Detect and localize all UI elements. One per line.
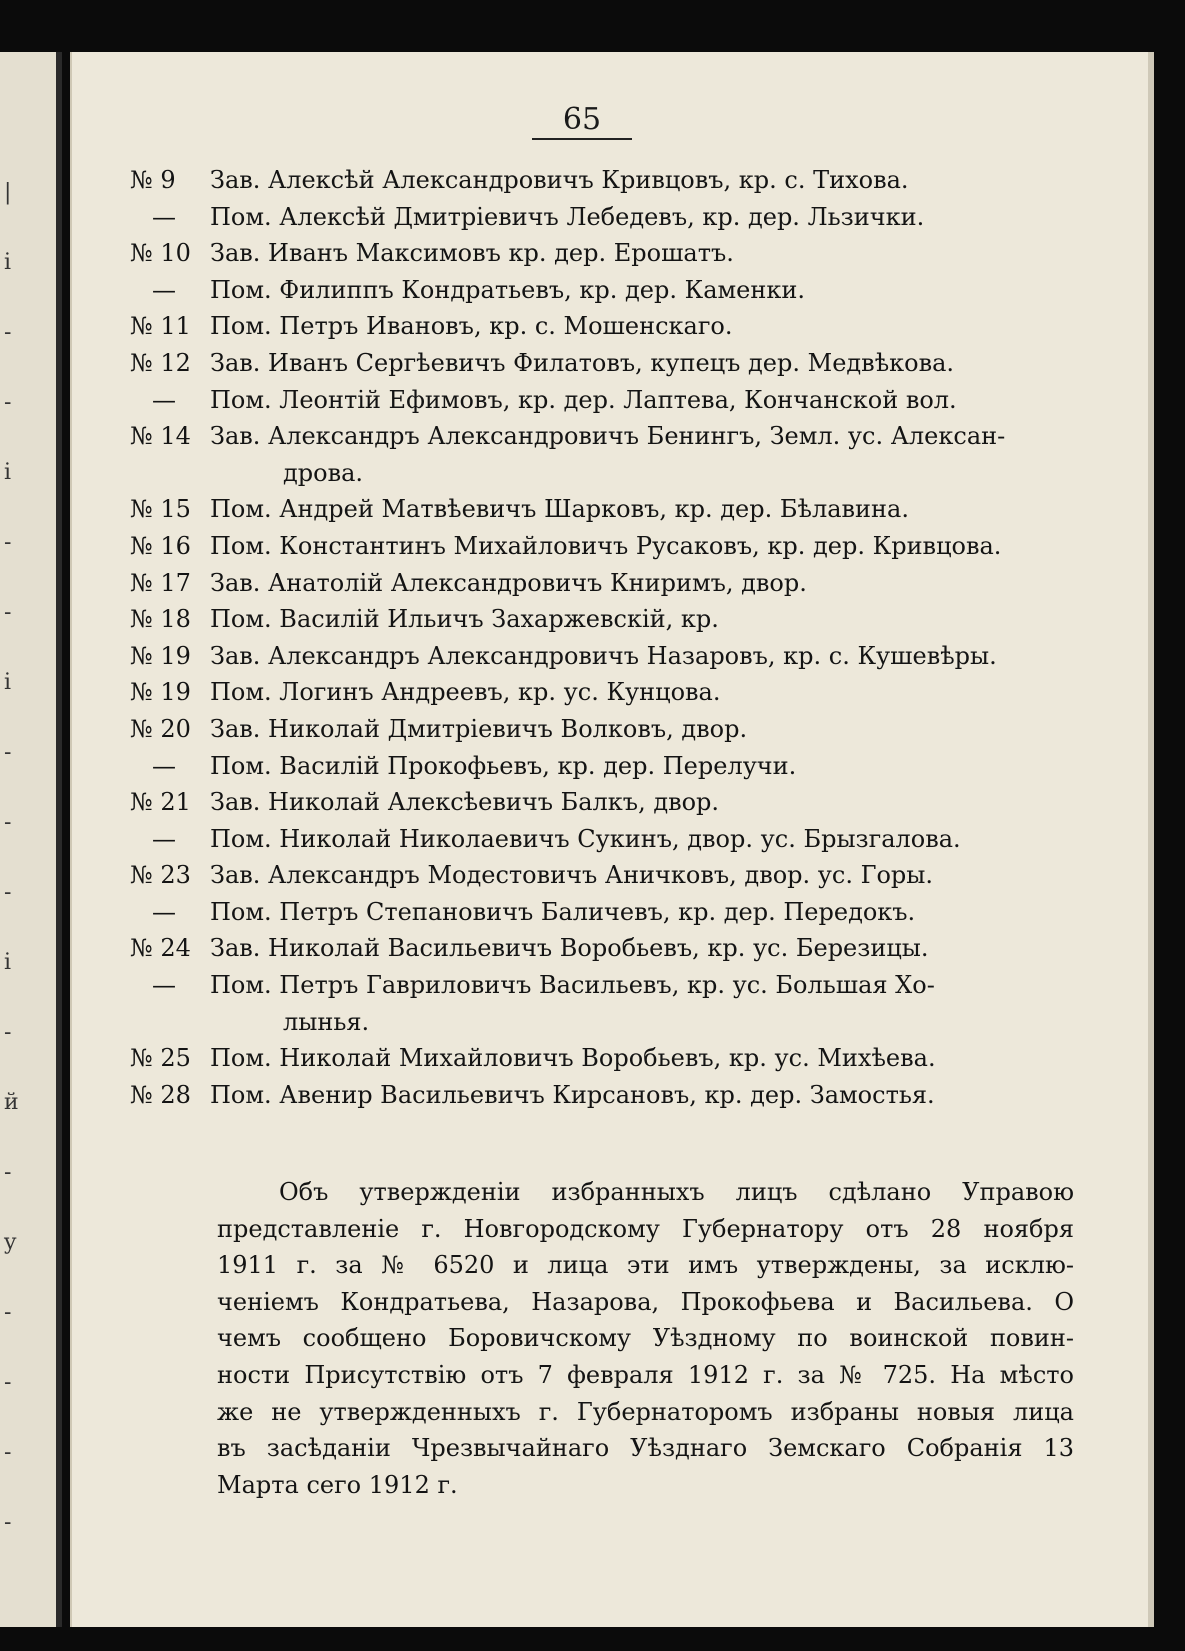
- left-page-glyph: i: [4, 460, 12, 485]
- entry-text: Пом. Николай Николаевичъ Сукинъ, двор. ус. Брызгалова.: [210, 824, 961, 853]
- entry-text: Зав. Александръ Александровичъ Назаровъ, кр. с. Кушевѣры.: [210, 641, 997, 670]
- list-item: [130, 930, 1030, 967]
- paragraph-line: въ засѣданіи Чрезвычайнаго Уѣзднаго Земскаго Собранія 13: [217, 1434, 1074, 1463]
- left-page-glyph: -: [4, 530, 12, 555]
- left-page-glyph: -: [4, 810, 12, 835]
- left-page-glyph: -: [4, 740, 12, 765]
- entry-number: № 20: [130, 714, 191, 743]
- entry-number: № 17: [130, 568, 191, 597]
- left-page-glyph: -: [4, 600, 12, 625]
- list-item: [130, 1040, 1030, 1077]
- entry-text: Зав. Александръ Александровичъ Бенингъ, Земл. ус. Алексан-: [210, 422, 1006, 451]
- entry-number: № 16: [130, 531, 191, 560]
- paragraph-line: чемъ сообщено Боровичскому Уѣздному по воинской повин-: [217, 1324, 1074, 1353]
- entry-text: Пом. Петръ Степановичъ Баличевъ, кр. дер. Передокъ.: [210, 897, 916, 926]
- list-item: [130, 565, 1030, 602]
- entry-text: Пом. Константинъ Михайловичъ Русаковъ, кр. дер. Кривцова.: [210, 531, 1002, 560]
- left-page-glyph: -: [4, 320, 12, 345]
- entry-number: № 11: [130, 312, 191, 341]
- closing-paragraph: [217, 1174, 1074, 1503]
- paragraph-line: Объ утвержденіи избранныхъ лицъ сдѣлано Управою: [279, 1178, 1074, 1206]
- list-item: [130, 674, 1030, 711]
- entry-number: № 9: [130, 166, 176, 194]
- entry-text: Пом. Логинъ Андреевъ, кр. ус. Кунцова.: [210, 678, 721, 707]
- list-item: [130, 455, 1030, 492]
- entry-text: Зав. Николай Дмитріевичъ Волковъ, двор.: [210, 714, 748, 743]
- list-item: [130, 1077, 1030, 1114]
- list-item: [130, 162, 1030, 199]
- entry-text: Пом. Авенир Васильевичъ Кирсановъ, кр. дер. Замостья.: [210, 1080, 935, 1109]
- list-item: [130, 601, 1030, 638]
- left-page-glyph: -: [4, 1160, 12, 1185]
- left-page-glyph: i: [4, 670, 12, 695]
- left-page-glyph: y: [4, 1230, 17, 1255]
- entry-number: № 12: [130, 348, 191, 377]
- paragraph-line: представленіе г. Новгородскому Губернатору отъ 28 ноября: [217, 1214, 1074, 1243]
- entry-text: Пом. Николай Михайловичъ Воробьевъ, кр. ус. Михѣева.: [210, 1044, 936, 1073]
- entry-text: Зав. Николай Алексѣевичъ Балкъ, двор.: [210, 788, 720, 817]
- paragraph-line: же не утвержденныхъ г. Губернаторомъ избраны новыя лица: [217, 1397, 1074, 1426]
- list-item: [130, 528, 1030, 565]
- list-item: [130, 272, 1030, 309]
- left-page-glyph: -: [4, 1020, 12, 1045]
- entry-text: Зав. Николай Васильевичъ Воробьевъ, кр. ус. Березицы.: [210, 934, 929, 963]
- entries-list: [130, 162, 1030, 1113]
- entry-number: —: [152, 824, 176, 853]
- entry-number: № 21: [130, 788, 191, 817]
- page-number-rule: [532, 138, 632, 140]
- entry-text: Пом. Петръ Ивановъ, кр. с. Мошенскаго.: [210, 312, 733, 341]
- left-page-glyph: й: [4, 1090, 19, 1115]
- entry-number: № 19: [130, 678, 191, 707]
- entry-number: № 25: [130, 1044, 191, 1073]
- entry-number: —: [152, 202, 176, 231]
- left-page-glyph: -: [4, 1510, 12, 1535]
- list-item: [130, 748, 1030, 785]
- entry-text: Пом. Андрей Матвѣевичъ Шарковъ, кр. дер. Бѣлавина.: [210, 495, 909, 524]
- document-page: [70, 52, 1154, 1627]
- entry-number: № 23: [130, 861, 191, 890]
- entry-number: № 10: [130, 239, 191, 268]
- list-item: [130, 638, 1030, 675]
- entry-number: —: [152, 385, 176, 414]
- list-item: [130, 711, 1030, 748]
- entry-text: Зав. Анатолій Александровичъ Книримъ, двор.: [210, 568, 807, 597]
- entry-text: Пом. Алексѣй Дмитріевичъ Лебедевъ, кр. дер. Льзички.: [210, 202, 925, 231]
- entry-text: Пом. Филиппъ Кондратьевъ, кр. дер. Каменки.: [210, 275, 806, 304]
- left-page-glyph: -: [4, 880, 12, 905]
- paragraph-line: ности Присутствію отъ 7 февраля 1912 г. за № 725. На мѣсто: [217, 1360, 1074, 1389]
- list-item: [130, 308, 1030, 345]
- paragraph-line: ченіемъ Кондратьева, Назарова, Прокофьева и Васильева. О: [217, 1287, 1074, 1316]
- entry-number: —: [152, 971, 176, 1000]
- list-item: [130, 491, 1030, 528]
- list-item: [130, 857, 1030, 894]
- entry-text: Зав. Иванъ Максимовъ кр. дер. Ерошатъ.: [210, 239, 734, 268]
- entry-text: Зав. Алексѣй Александровичъ Кривцовъ, кр. с. Тихова.: [210, 166, 909, 194]
- entry-number: —: [152, 275, 176, 304]
- list-item: [130, 821, 1030, 858]
- left-page-glyph: i: [4, 250, 12, 275]
- entry-number: № 14: [130, 422, 191, 451]
- list-item: [130, 1004, 1030, 1041]
- left-page-glyph: |: [4, 180, 12, 205]
- left-page-edge: [0, 52, 62, 1627]
- list-item: [130, 345, 1030, 382]
- entry-text: Пом. Леонтій Ефимовъ, кр. дер. Лаптева, Кончанской вол.: [210, 385, 957, 414]
- entry-text: Зав. Александръ Модестовичъ Аничковъ, двор. ус. Горы.: [210, 861, 934, 890]
- list-item: [130, 967, 1030, 1004]
- list-item: [130, 199, 1030, 236]
- entry-number: № 28: [130, 1080, 191, 1109]
- paragraph-line: 1911 г. за № 6520 и лица эти имъ утверждены, за исклю-: [217, 1251, 1074, 1280]
- entry-text: лынья.: [283, 1007, 370, 1036]
- page-number: 65: [562, 102, 602, 137]
- entry-number: № 18: [130, 605, 191, 634]
- entry-text: Пом. Василій Прокофьевъ, кр. дер. Перелучи.: [210, 751, 797, 780]
- entry-text: Пом. Петръ Гавриловичъ Васильевъ, кр. ус. Большая Хо-: [210, 971, 935, 1000]
- list-item: [130, 418, 1030, 455]
- left-page-glyph: -: [4, 1370, 12, 1395]
- entry-text: Пом. Василій Ильичъ Захаржевскій, кр.: [210, 605, 719, 634]
- left-page-glyph: i: [4, 950, 12, 975]
- entry-text: дрова.: [283, 458, 364, 487]
- entry-number: № 24: [130, 934, 191, 963]
- entry-number: № 19: [130, 641, 191, 670]
- entry-number: —: [152, 751, 176, 780]
- list-item: [130, 235, 1030, 272]
- paragraph-line: Марта сего 1912 г.: [217, 1470, 458, 1499]
- left-page-glyph: -: [4, 1300, 12, 1325]
- entry-number: № 15: [130, 495, 191, 524]
- entry-number: —: [152, 897, 176, 926]
- entry-text: Зав. Иванъ Сергѣевичъ Филатовъ, купецъ дер. Медвѣкова.: [210, 348, 955, 377]
- list-item: [130, 784, 1030, 821]
- left-page-glyph: -: [4, 1440, 12, 1465]
- list-item: [130, 894, 1030, 931]
- list-item: [130, 382, 1030, 419]
- left-page-glyph: -: [4, 390, 12, 415]
